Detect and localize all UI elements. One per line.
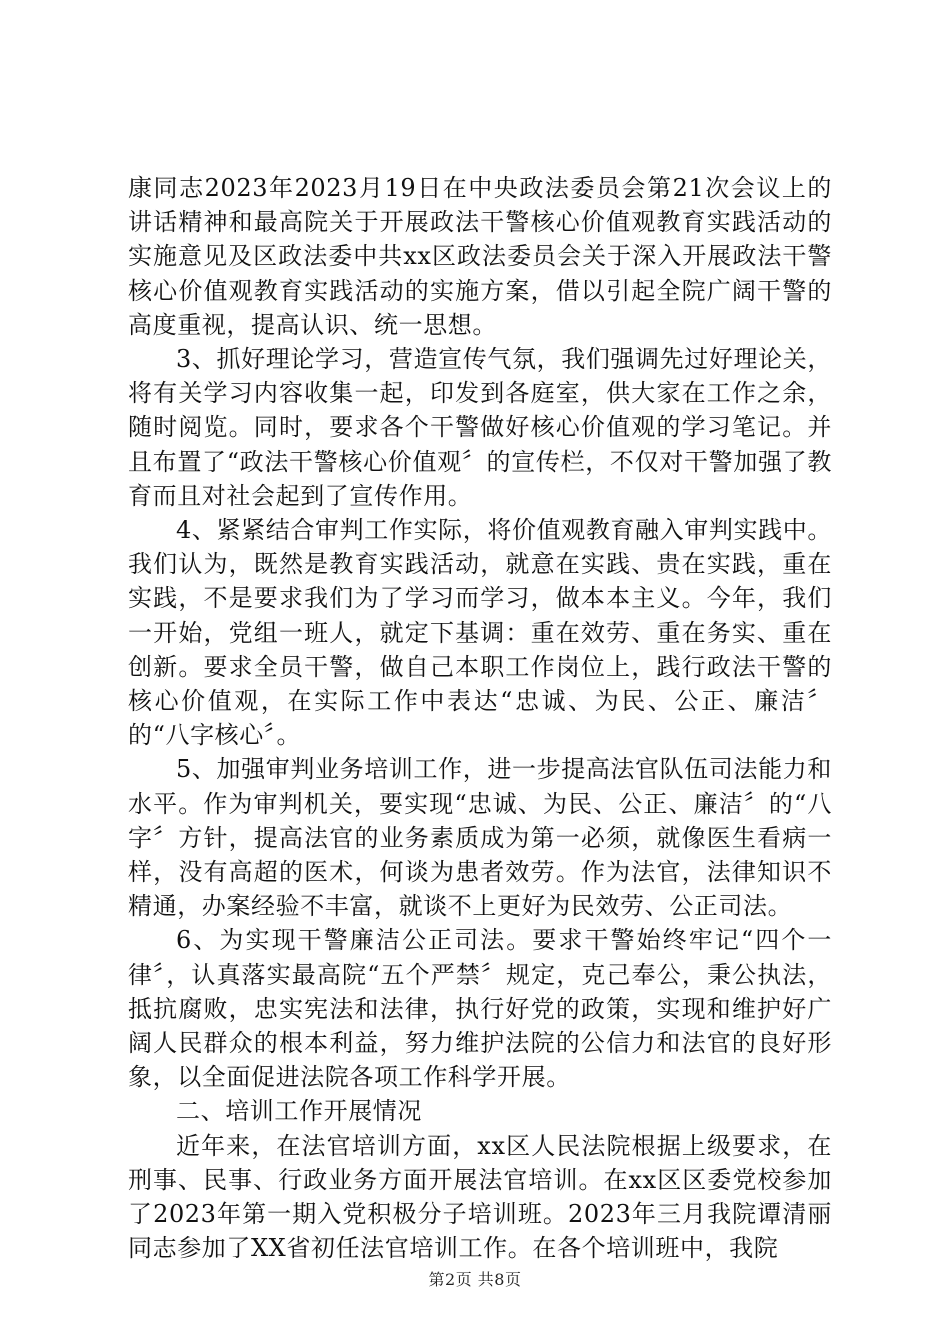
document-body <box>128 171 832 1266</box>
page-footer: 第2页 共8页 <box>428 1270 522 1289</box>
paragraph-item-5: 5、加强审判业务培训工作，进一步提高法官队伍司法能力和水平。作为审判机关，要实现“忠诚、为民、公正、廉洁〞的“八字〞方针，提高法官的业务素质成为第一必须，就像医生看病一样，没有高超的医术，何谈为患者效劳。作为法官，法律知识不精通，办案经验不丰富，就谈不上更好为民效劳、公正司法。 <box>128 755 832 921</box>
paragraph-item-6: 6、为实现干警廉洁公正司法。要求干警始终牢记“四个一律〞，认真落实最高院“五个严禁〞规定，克己奉公，秉公执法，抵抗腐败，忠实宪法和法律，执行好党的政策，实现和维护好广阔人民群众的根本利益，努力维护法院的公信力和法官的良好形象，以全面促进法院各项工作科学开展。 <box>128 926 832 1092</box>
paragraph-item-4: 4、紧紧结合审判工作实际，将价值观教育融入审判实践中。我们认为，既然是教育实践活动，就意在实践、贵在实践，重在实践，不是要求我们为了学习而学习，做本本主义。今年，我们一开始，党组一班人，就定下基调：重在效劳、重在务实、重在创新。要求全员干警，做自己本职工作岗位上，践行政法干警的核心价值观，在实际工作中表达“忠诚、为民、公正、廉洁〞的“八字核心〞。 <box>128 516 832 750</box>
paragraph-continuation: 康同志2023年2023月19日在中央政法委员会第21次会议上的讲话精神和最高院关于开展政法干警核心价值观教育实践活动的实施意见及区政法委中共xx区政法委员会关于深入开展政法干警核心价值观教育实践活动的实施方案，借以引起全院广阔干警的高度重视，提高认识、统一思想。 <box>128 174 832 339</box>
paragraph-item-3: 3、抓好理论学习，营造宣传气氛，我们强调先过好理论关，将有关学习内容收集一起，印发到各庭室，供大家在工作之余，随时阅览。同时，要求各个干警做好核心价值观的学习笔记。并且布置了“政法干警核心价值观〞的宣传栏，不仅对干警加强了教育而且对社会起到了宣传作用。 <box>128 345 832 510</box>
section-heading: 二、培训工作开展情况 <box>176 1097 422 1126</box>
paragraph-training: 近年来，在法官培训方面，xx区人民法院根据上级要求，在刑事、民事、行政业务方面开展法官培训。在xx区区委党校参加了2023年第一期入党积极分子培训班。2023年三月我院谭清丽同志参加了XX省初任法官培训工作。在各个培训班中，我院 <box>128 1131 832 1263</box>
